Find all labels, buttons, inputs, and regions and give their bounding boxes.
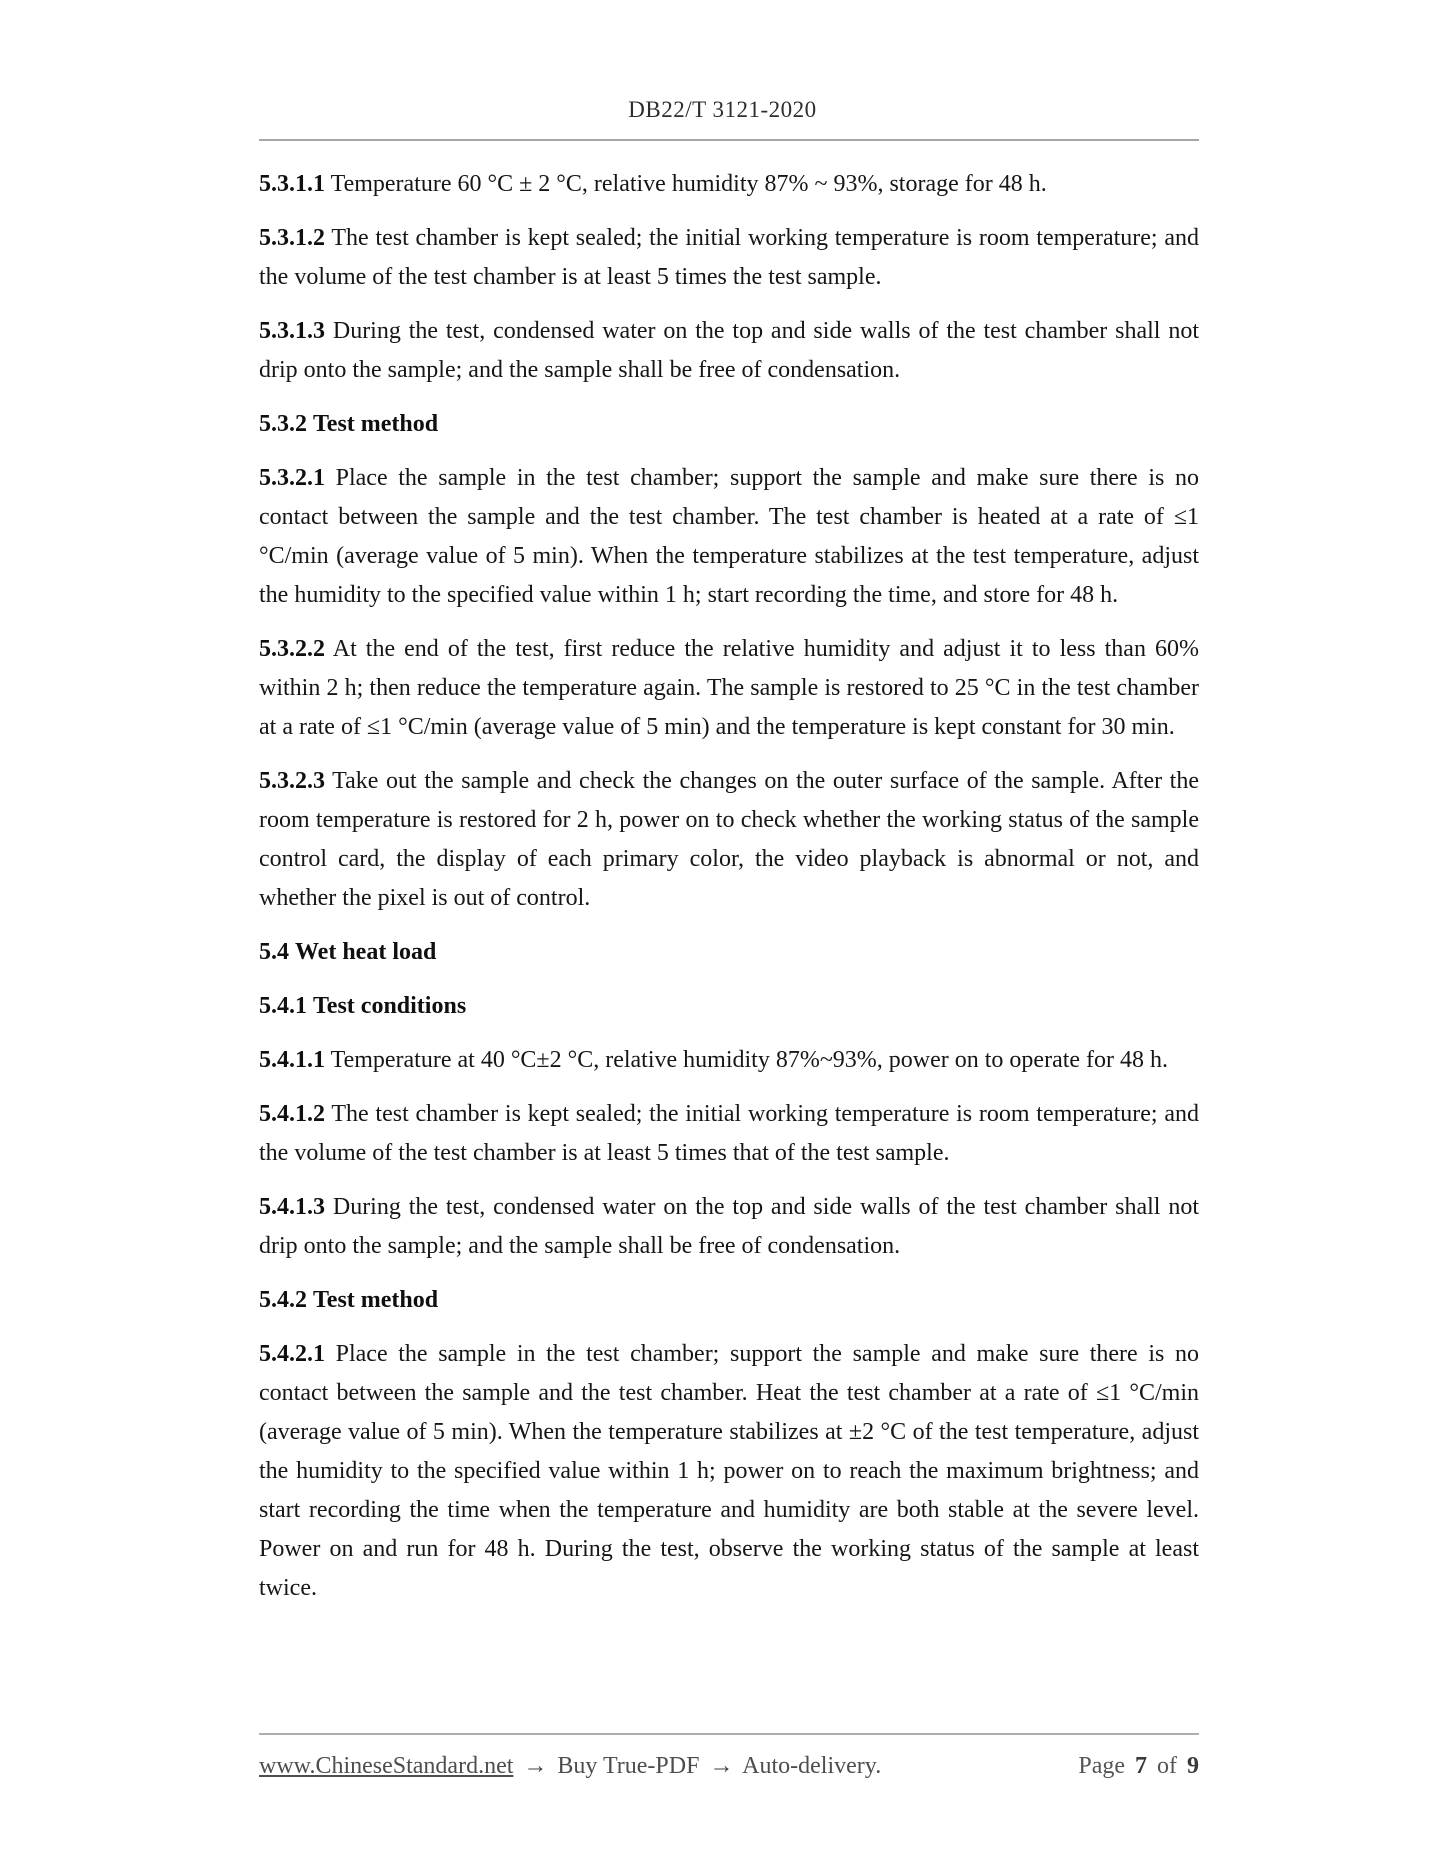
paragraph	[259, 219, 1199, 297]
clause-number: 5.3.1.2	[259, 225, 325, 251]
page-number: 7	[1135, 1753, 1147, 1779]
clause-text: Place the sample in the test chamber; support the sample and make sure there is no contact between the sample and the test chamber. The test chamber is heated at a rate of ≤1 °C/min (average value of 5 min). When the temperature stabilizes at the test temperature, adjust the humidity to the specified value within 1 h; start recording the time, and store for 48 h.	[259, 465, 1199, 608]
clause-text: At the end of the test, first reduce the relative humidity and adjust it to less than 60% within 2 h; then reduce the temperature again. The sample is restored to 25 °C in the test chamber at a rate of ≤1 °C/min (average value of 5 min) and the temperature is kept constant for 30 min.	[259, 636, 1199, 740]
clause-text: The test chamber is kept sealed; the initial working temperature is room temperature; and the volume of the test chamber is at least 5 times the test sample.	[259, 225, 1199, 290]
arrow-right-icon: →	[709, 1753, 734, 1779]
section-heading	[259, 405, 1199, 444]
clause-number: 5.3.2.1	[259, 465, 325, 491]
section-heading	[259, 933, 1199, 972]
section-heading	[259, 1281, 1199, 1320]
header-divider	[259, 139, 1199, 141]
footer-delivery-text: Auto-delivery.	[742, 1753, 882, 1779]
clause-text: Temperature 60 °C ± 2 °C, relative humidity 87% ~ 93%, storage for 48 h.	[330, 171, 1047, 197]
clause-number: 5.4	[259, 939, 289, 965]
page-total: 9	[1187, 1753, 1199, 1779]
paragraph	[259, 1188, 1199, 1266]
of-label: of	[1157, 1753, 1177, 1779]
clause-text: Temperature at 40 °C±2 °C, relative humidity 87%~93%, power on to operate for 48 h.	[330, 1047, 1169, 1073]
heading-text: Wet heat load	[295, 939, 437, 965]
clause-number: 5.3.2.2	[259, 636, 325, 662]
clause-text: During the test, condensed water on the top and side walls of the test chamber shall not drip onto the sample; and the sample shall be free of condensation.	[259, 318, 1199, 383]
paragraph	[259, 312, 1199, 390]
section-heading	[259, 987, 1199, 1026]
clause-text: The test chamber is kept sealed; the initial working temperature is room temperature; and the volume of the test chamber is at least 5 times that of the test sample.	[259, 1101, 1199, 1166]
clause-number: 5.3.2.3	[259, 768, 325, 794]
paragraph	[259, 165, 1199, 204]
page-indicator	[1078, 1751, 1199, 1781]
clause-number: 5.4.1.1	[259, 1047, 325, 1073]
clause-number: 5.3.1.1	[259, 171, 325, 197]
paragraph	[259, 1041, 1199, 1080]
clause-text: Place the sample in the test chamber; support the sample and make sure there is no contact between the sample and the test chamber. Heat the test chamber at a rate of ≤1 °C/min (average value of 5 min). When the temperature stabilizes at ±2 °C of the test temperature, adjust the humidity to the specified value within 1 h; power on to reach the maximum brightness; and start recording the time when the temperature and humidity are both stable at the severe level. Power on and run for 48 h. During the test, observe the working status of the sample at least twice.	[259, 1341, 1199, 1601]
clause-number: 5.4.1	[259, 993, 307, 1019]
clause-number: 5.3.2	[259, 411, 307, 437]
arrow-right-icon: →	[523, 1753, 548, 1779]
clause-text: Take out the sample and check the changes on the outer surface of the sample. After the room temperature is restored for 2 h, power on to check whether the working status of the sample control card, the display of each primary color, the video playback is abnormal or not, and whether the pixel is out of control.	[259, 768, 1199, 911]
chinesestandard-link[interactable]: www.ChineseStandard.net	[259, 1753, 514, 1779]
page-label: Page	[1078, 1753, 1125, 1779]
clause-number: 5.4.1.2	[259, 1101, 325, 1127]
document-body	[259, 165, 1199, 1608]
page-footer	[259, 1733, 1199, 1781]
clause-number: 5.4.2	[259, 1287, 307, 1313]
clause-number: 5.4.1.3	[259, 1194, 325, 1220]
paragraph	[259, 459, 1199, 615]
page-header	[0, 0, 1445, 141]
heading-text: Test conditions	[313, 993, 467, 1019]
paragraph	[259, 762, 1199, 918]
paragraph	[259, 1095, 1199, 1173]
clause-text: During the test, condensed water on the top and side walls of the test chamber shall not drip onto the sample; and the sample shall be free of condensation.	[259, 1194, 1199, 1259]
paragraph	[259, 630, 1199, 747]
clause-number: 5.4.2.1	[259, 1341, 325, 1367]
footer-buy-text: Buy True-PDF	[557, 1753, 700, 1779]
paragraph	[259, 1335, 1199, 1608]
standard-number-title: DB22/T 3121-2020	[628, 97, 817, 122]
heading-text: Test method	[313, 411, 439, 437]
heading-text: Test method	[313, 1287, 439, 1313]
footer-promo-line	[259, 1751, 881, 1781]
clause-number: 5.3.1.3	[259, 318, 325, 344]
